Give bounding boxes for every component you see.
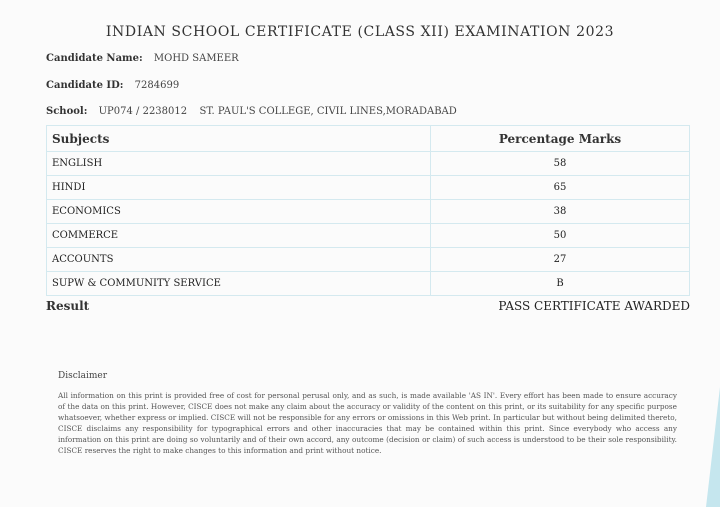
table-header-row <box>47 126 690 152</box>
school-code: UP074 / 2238012 <box>98 106 188 117</box>
marks-cell: 58 <box>431 152 690 176</box>
table-row <box>47 248 690 272</box>
marks-table <box>46 125 690 296</box>
candidate-id-row <box>46 80 179 91</box>
subject-cell: SUPW & COMMUNITY SERVICE <box>47 272 431 296</box>
marks-cell: B <box>431 272 690 296</box>
subject-cell: HINDI <box>47 176 431 200</box>
result-row <box>46 299 690 313</box>
table-row <box>47 224 690 248</box>
decorative-corner-stripe <box>700 387 720 507</box>
disclaimer-text: All information on this print is provided free of cost for personal perusal only, and as such, is made available 'AS IN'. Every effort has been made to ensure accuracy of the data on this print. However, CISCE does not make any claim about the accuracy or validity of the content on this print, or its suitability for any specific purpose whatsoever, whether express or implied. CISCE will not be responsible for any errors or omissions in this Web print. In particular but without being delimited thereto, CISCE disclaims any responsibility for typographical errors and other inaccuracies that may be contained within this print. Since everybody who access any information on this print are doing so voluntarily and of their own accord, any outcome (decision or claim) of such access is understood to be their sole responsibility. CISCE reserves the right to make changes to this information and print without notice. <box>58 391 677 455</box>
candidate-name-label: Candidate Name: <box>46 53 143 64</box>
table-row <box>47 200 690 224</box>
table-row <box>47 176 690 200</box>
marks-cell: 27 <box>431 248 690 272</box>
candidate-id-value: 7284699 <box>134 80 180 91</box>
marks-header: Percentage Marks <box>431 126 690 152</box>
table-row <box>47 152 690 176</box>
subjects-header: Subjects <box>47 126 431 152</box>
candidate-name-value: MOHD SAMEER <box>153 53 239 64</box>
school-label: School: <box>46 106 88 117</box>
candidate-id-label: Candidate ID: <box>46 80 124 91</box>
marks-cell: 50 <box>431 224 690 248</box>
marks-cell: 65 <box>431 176 690 200</box>
subject-cell: ACCOUNTS <box>47 248 431 272</box>
candidate-name-row <box>46 53 239 64</box>
result-label: Result <box>46 299 90 313</box>
result-value: PASS CERTIFICATE AWARDED <box>498 299 690 313</box>
marks-cell: 38 <box>431 200 690 224</box>
disclaimer-title: Disclaimer <box>58 371 108 381</box>
school-row <box>46 106 457 117</box>
subject-cell: ENGLISH <box>47 152 431 176</box>
table-row <box>47 272 690 296</box>
subject-cell: COMMERCE <box>47 224 431 248</box>
school-name: ST. PAUL'S COLLEGE, CIVIL LINES,MORADABAD <box>199 106 457 117</box>
subject-cell: ECONOMICS <box>47 200 431 224</box>
page-title: INDIAN SCHOOL CERTIFICATE (CLASS XII) EXAMINATION 2023 <box>105 24 615 40</box>
